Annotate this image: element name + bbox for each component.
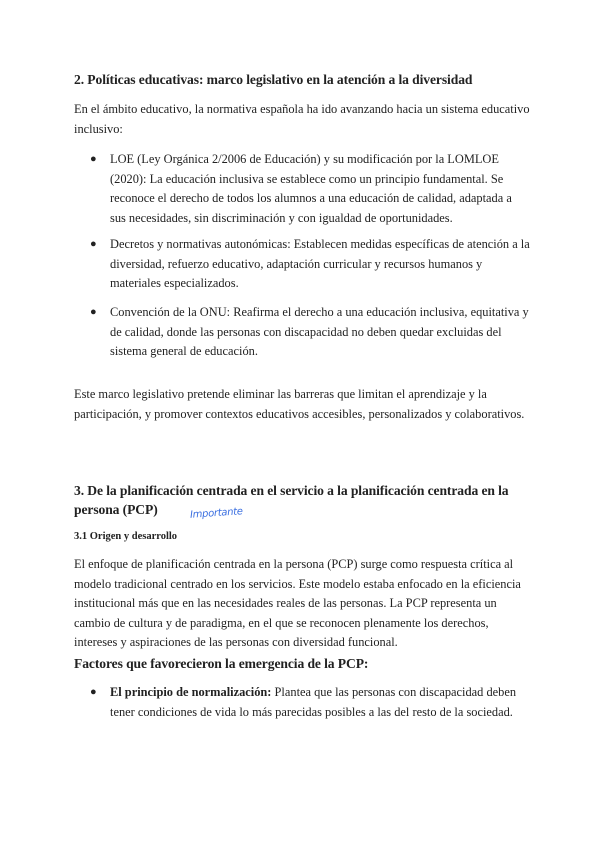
section-2-heading: 2. Políticas educativas: marco legislativo en la atención a la diversidad	[74, 72, 473, 87]
section-2-conclusion: Este marco legislativo pretende eliminar las barreras que limitan el aprendizaje y la participación, y promover contextos educativos accesibles, personalizados y colaborativos.	[74, 387, 525, 421]
list-item	[90, 235, 530, 294]
bullet-icon: ●	[90, 686, 97, 698]
list-item	[90, 150, 530, 228]
factor-description: Plantea que las personas con discapacidad deben tener condiciones de vida lo más parecidas posibles a las del resto de la sociedad.	[110, 685, 517, 719]
handwritten-note: Importante	[189, 506, 244, 521]
section-3-1-subheading: 3.1 Origen y desarrollo	[74, 531, 178, 542]
factor-term: El principio de normalización:	[110, 685, 272, 699]
bullet-icon: ●	[90, 306, 97, 318]
section-3-heading: 3. De la planificación centrada en el servicio a la planificación centrada en la persona (PCP)	[74, 483, 509, 517]
section-3-1-paragraph: El enfoque de planificación centrada en la persona (PCP) surge como respuesta crítica al modelo tradicional centrado en los servicios. Este modelo estaba enfocado en la eficiencia institucional más que en las necesidades reales de las personas. La PCP representa un cambio de cultura y de paradigma, en el que se reconocen plenamente los derechos, intereses y aspiraciones de las personas con diversidad funcional.	[74, 557, 521, 649]
list-item-text: LOE (Ley Orgánica 2/2006 de Educación) y su modificación por la LOMLOE (2020): La educación inclusiva se establece como un principio fundamental. Se reconoce el derecho de todos los alumnos a una educación de calidad, adaptada a sus necesidades, sin discriminación y con igualdad de oportunidades.	[110, 152, 512, 225]
factors-heading: Factores que favorecieron la emergencia de la PCP:	[74, 656, 369, 671]
list-item	[90, 303, 530, 362]
bullet-icon: ●	[90, 238, 97, 250]
bullet-icon: ●	[90, 153, 97, 165]
list-item-text: Decretos y normativas autonómicas: Establecen medidas específicas de atención a la diversidad, refuerzo educativo, adaptación curricular y recursos humanos y materiales especializados.	[110, 237, 530, 290]
list-item	[90, 683, 530, 722]
list-item-text: Convención de la ONU: Reafirma el derecho a una educación inclusiva, equitativa y de calidad, donde las personas con discapacidad no deben quedar excluidas del sistema general de educación.	[110, 305, 529, 358]
section-2-intro: En el ámbito educativo, la normativa española ha ido avanzando hacia un sistema educativo inclusivo:	[74, 102, 530, 136]
list-item-text	[110, 683, 530, 722]
